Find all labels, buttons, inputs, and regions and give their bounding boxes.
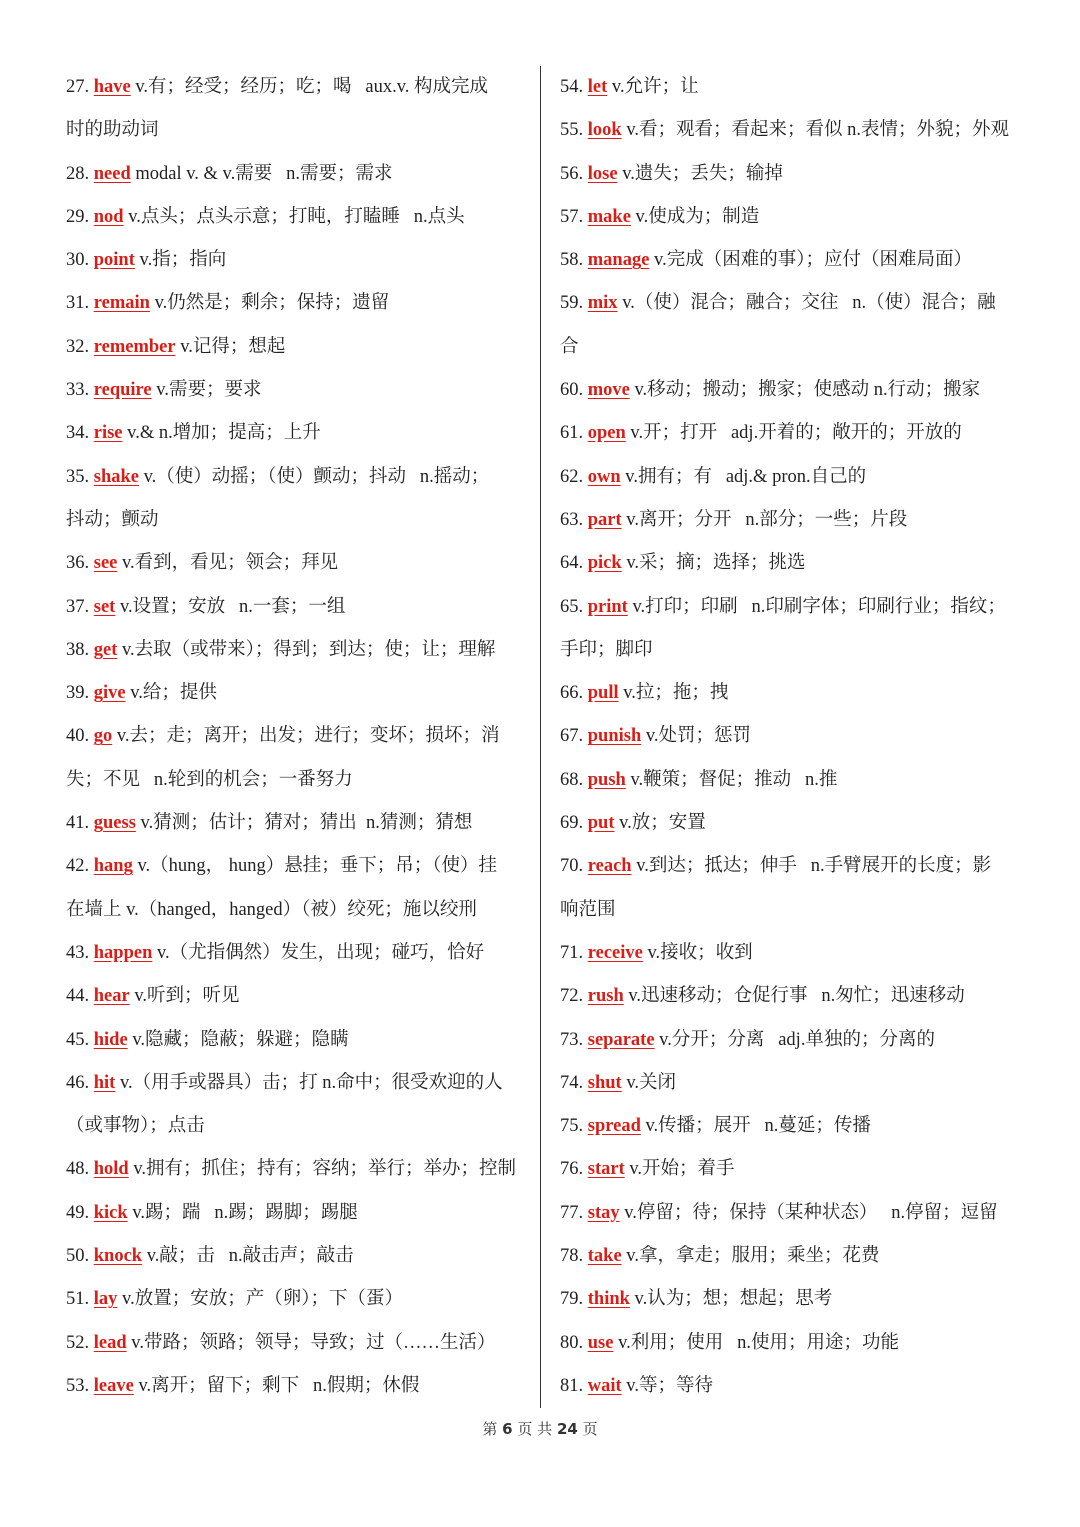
vocab-entry	[560, 1235, 1030, 1278]
entry-definition: v.踢；踹 n.踢；踢脚；踢腿	[132, 1202, 358, 1223]
vocab-entry	[560, 586, 1030, 629]
right-column	[560, 66, 1030, 1408]
vocab-entry	[560, 759, 1030, 802]
entry-word: remain	[93, 293, 150, 314]
entry-word: kick	[93, 1202, 128, 1223]
entry-definition: v.敲；击 n.敲击声；敲击	[146, 1246, 354, 1267]
vocab-entry	[66, 672, 526, 715]
entry-definition: v.听到；听见	[134, 986, 240, 1007]
vocab-entry	[560, 499, 1030, 542]
entry-number: 46.	[66, 1072, 90, 1093]
entry-definition: v.去；走；离开；出发；进行；变坏；损坏；消	[116, 726, 500, 747]
entry-definition: v.看到，看见；领会；拜见	[122, 553, 339, 574]
entry-word: make	[587, 206, 631, 227]
left-column	[66, 66, 526, 1408]
entry-definition: 时的助动词	[66, 120, 159, 141]
vocab-entry	[66, 66, 526, 109]
footer-suffix: 页	[582, 1420, 598, 1438]
vocab-entry	[66, 1148, 526, 1191]
vocab-entry	[66, 1322, 526, 1365]
entry-word: have	[93, 77, 131, 97]
entry-definition: v.分开；分离 adj.单独的；分离的	[659, 1029, 935, 1050]
vocab-entry-continuation	[66, 889, 526, 932]
entry-number: 34.	[66, 423, 90, 444]
entry-definition: v.& n.增加；提高；上升	[127, 423, 321, 444]
entry-definition: v.拥有；抓住；持有；容纳；举行；举办；控制	[133, 1159, 517, 1180]
vocab-entry	[66, 629, 526, 672]
entry-definition: 手印；脚印	[560, 639, 653, 660]
entry-word: pull	[587, 683, 619, 704]
vocab-entry	[66, 239, 526, 282]
vocab-entry	[66, 1278, 526, 1321]
entry-number: 63.	[560, 509, 584, 530]
entry-word: lay	[93, 1289, 118, 1310]
vocab-entry	[66, 196, 526, 239]
vocab-entry	[66, 326, 526, 369]
entry-definition: v.点头；点头示意；打盹，打瞌睡 n.点头	[128, 206, 465, 227]
entry-number: 31.	[66, 293, 90, 314]
entry-word: move	[587, 380, 630, 401]
entry-number: 76.	[560, 1159, 584, 1180]
entry-word: look	[587, 120, 622, 141]
entry-definition: v.迅速移动；仓促行事 n.匆忙；迅速移动	[628, 986, 965, 1007]
entry-number: 27.	[66, 77, 90, 97]
entry-definition: v.等；等待	[626, 1375, 713, 1396]
entry-word: use	[587, 1332, 614, 1353]
entry-number: 69.	[560, 813, 584, 834]
vocab-entry	[66, 456, 526, 499]
vocab-entry	[560, 932, 1030, 975]
vocab-entry	[560, 1148, 1030, 1191]
entry-word: hit	[93, 1072, 116, 1093]
entry-number: 43.	[66, 942, 90, 963]
entry-definition: v.开；打开 adj.开着的；敞开的；开放的	[630, 423, 962, 444]
entry-number: 38.	[66, 639, 90, 660]
entry-word: set	[93, 596, 116, 617]
entry-number: 36.	[66, 553, 90, 574]
vocab-entry	[560, 542, 1030, 585]
entry-definition: v.仍然是；剩余；保持；遗留	[154, 293, 390, 314]
entry-word: reach	[587, 856, 632, 877]
entry-definition: v.带路；领路；领导；导致；过（……生活）	[131, 1332, 496, 1353]
entry-word: need	[93, 163, 131, 184]
vocab-entry	[66, 153, 526, 196]
vocab-entry	[66, 542, 526, 585]
entry-word: rush	[587, 986, 624, 1007]
entry-definition: v.指；指向	[139, 250, 227, 271]
entry-number: 55.	[560, 120, 584, 141]
vocab-entry	[66, 802, 526, 845]
entry-number: 65.	[560, 596, 584, 617]
entry-word: wait	[587, 1375, 622, 1396]
entry-word: punish	[587, 726, 642, 747]
entry-number: 66.	[560, 683, 584, 704]
entry-definition: v.离开；留下；剩下 n.假期；休假	[138, 1375, 420, 1396]
entry-number: 29.	[66, 206, 90, 227]
vocab-entry-continuation	[66, 499, 526, 542]
vocab-entry	[560, 715, 1030, 758]
entry-number: 81.	[560, 1375, 584, 1396]
entry-definition: v.给；提供	[130, 683, 217, 704]
entry-word: happen	[93, 942, 153, 963]
vocab-entry-continuation	[66, 759, 526, 802]
entry-word: nod	[93, 206, 124, 227]
entry-number: 53.	[66, 1375, 90, 1396]
entry-definition: v.允许；让	[611, 77, 699, 97]
vocab-entry	[66, 1235, 526, 1278]
entry-definition: v.（尤指偶然）发生，出现；碰巧，恰好	[157, 942, 485, 963]
entry-word: get	[93, 639, 118, 660]
entry-number: 41.	[66, 813, 90, 834]
entry-definition: v.隐藏；隐蔽；躲避；隐瞒	[132, 1029, 349, 1050]
vocab-entry	[66, 282, 526, 325]
entry-number: 40.	[66, 726, 90, 747]
entry-definition: v.鞭策；督促；推动 n.推	[630, 769, 838, 790]
entry-number: 73.	[560, 1029, 584, 1050]
entry-number: 54.	[560, 77, 584, 97]
entry-definition: v.完成（困难的事）；应付（困难局面）	[654, 250, 972, 271]
entry-number: 32.	[66, 336, 90, 357]
vocab-entry	[66, 932, 526, 975]
entry-definition: v.处罚；惩罚	[645, 726, 752, 747]
entry-definition: v.认为；想；想起；思考	[634, 1289, 833, 1310]
entry-number: 74.	[560, 1072, 584, 1093]
vocab-entry	[560, 66, 1030, 109]
vocab-entry	[560, 412, 1030, 455]
vocab-entry	[66, 1062, 526, 1105]
vocab-entry-continuation	[66, 1105, 526, 1148]
entry-word: start	[587, 1159, 625, 1180]
vocab-entry	[560, 196, 1030, 239]
entry-number: 56.	[560, 163, 584, 184]
entry-word: rise	[93, 423, 123, 444]
entry-number: 58.	[560, 250, 584, 271]
entry-definition: v.拿，拿走；服用；乘坐；花费	[626, 1246, 880, 1267]
entry-number: 49.	[66, 1202, 90, 1223]
vocab-entry	[560, 369, 1030, 412]
vocab-entry	[560, 1365, 1030, 1408]
entry-word: go	[93, 726, 113, 747]
entry-definition: v.采；摘；选择；挑选	[626, 553, 806, 574]
entry-word: lose	[587, 163, 618, 184]
entry-definition: 响范围	[560, 899, 616, 920]
vocab-entry	[560, 1322, 1030, 1365]
entry-word: hold	[93, 1159, 129, 1180]
entry-word: mix	[587, 293, 618, 314]
vocab-entry	[560, 1062, 1030, 1105]
entry-number: 48.	[66, 1159, 90, 1180]
vocab-entry-continuation	[66, 109, 526, 152]
footer-middle: 页 共	[517, 1420, 553, 1438]
vocab-entry	[560, 975, 1030, 1018]
entry-number: 39.	[66, 683, 90, 704]
column-divider	[540, 66, 541, 1408]
vocab-entry	[560, 153, 1030, 196]
entry-word: spread	[587, 1116, 641, 1137]
entry-number: 75.	[560, 1116, 584, 1137]
entry-definition: v.传播；展开 n.蔓延；传播	[645, 1116, 871, 1137]
entry-definition: v.放置；安放；产（卵）；下（蛋）	[122, 1289, 403, 1310]
entry-word: hang	[93, 856, 133, 877]
entry-number: 57.	[560, 206, 584, 227]
entry-word: part	[587, 509, 622, 530]
vocab-entry	[560, 1278, 1030, 1321]
entry-word: pick	[587, 553, 622, 574]
entry-word: lead	[93, 1332, 127, 1353]
entry-definition: modal v. & v.需要 n.需要；需求	[135, 163, 393, 184]
vocab-entry	[66, 845, 526, 888]
vocab-entry	[560, 845, 1030, 888]
vocab-entry	[66, 412, 526, 455]
entry-number: 28.	[66, 163, 90, 184]
vocab-entry	[66, 369, 526, 412]
entry-word: see	[93, 553, 118, 574]
entry-word: open	[587, 423, 626, 444]
entry-word: manage	[587, 250, 650, 271]
vocab-entry	[560, 1019, 1030, 1062]
entry-definition: v.需要；要求	[156, 380, 262, 401]
entry-number: 30.	[66, 250, 90, 271]
entry-number: 78.	[560, 1246, 584, 1267]
entry-definition: （或事物）；点击	[66, 1116, 205, 1137]
vocab-entry-continuation	[560, 629, 1030, 672]
entry-definition: v.（用手或器具）击；打 n.命中；很受欢迎的人	[119, 1072, 503, 1093]
entry-definition: v.设置；安放 n.一套；一组	[119, 596, 346, 617]
entry-definition: v.停留；待；保持（某种状态） n.停留；逗留	[624, 1202, 998, 1223]
entry-word: leave	[93, 1375, 134, 1396]
vocab-entry	[560, 239, 1030, 282]
entry-word: shut	[587, 1072, 622, 1093]
entry-definition: v.关闭	[626, 1072, 677, 1093]
entry-word: put	[587, 813, 615, 834]
vocab-entry-continuation	[560, 326, 1030, 369]
vocab-entry	[66, 975, 526, 1018]
vocab-entry	[66, 1192, 526, 1235]
footer-total-pages: 24	[556, 1420, 578, 1438]
entry-number: 77.	[560, 1202, 584, 1223]
entry-number: 45.	[66, 1029, 90, 1050]
entry-definition: v.（使）混合；融合；交往 n.（使）混合；融	[622, 293, 996, 314]
entry-word: receive	[587, 942, 643, 963]
entry-definition: v.猜测；估计；猜对；猜出 n.猜测；猜想	[140, 813, 473, 834]
entry-word: knock	[93, 1246, 143, 1267]
vocab-entry-continuation	[560, 889, 1030, 932]
vocab-entry	[560, 802, 1030, 845]
entry-number: 52.	[66, 1332, 90, 1353]
entry-word: stay	[587, 1202, 620, 1223]
entry-definition: v.（hung， hung）悬挂；垂下；吊；（使）挂	[137, 856, 498, 877]
vocab-entry	[560, 456, 1030, 499]
entry-number: 33.	[66, 380, 90, 401]
vocab-entry	[66, 715, 526, 758]
entry-word: give	[93, 683, 126, 704]
entry-number: 61.	[560, 423, 584, 444]
entry-number: 59.	[560, 293, 584, 314]
entry-definition: v.看；观看；看起来；看似 n.表情；外貌；外观	[626, 120, 1009, 141]
entry-number: 68.	[560, 769, 584, 790]
entry-number: 62.	[560, 466, 584, 487]
entry-number: 50.	[66, 1246, 90, 1267]
entry-number: 44.	[66, 986, 90, 1007]
entry-word: let	[587, 77, 608, 97]
entry-word: think	[587, 1289, 630, 1310]
entry-word: shake	[93, 466, 139, 487]
vocab-entry	[560, 109, 1030, 152]
entry-word: take	[587, 1246, 622, 1267]
vocab-entry	[560, 1192, 1030, 1235]
entry-definition: v.使成为；制造	[635, 206, 760, 227]
entry-word: require	[93, 380, 152, 401]
entry-word: hear	[93, 986, 130, 1007]
entry-number: 71.	[560, 942, 584, 963]
entry-number: 42.	[66, 856, 90, 877]
entry-definition: v.拉；拖；拽	[623, 683, 729, 704]
vocab-entry	[560, 672, 1030, 715]
vocab-entry	[560, 282, 1030, 325]
entry-word: push	[587, 769, 626, 790]
entry-number: 64.	[560, 553, 584, 574]
entry-definition: v.有；经受；经历；吃；喝 aux.v. 构成完成	[135, 77, 489, 97]
entry-number: 37.	[66, 596, 90, 617]
entry-definition: v.（使）动摇；（使）颤动；抖动 n.摇动；	[143, 466, 490, 487]
entry-word: own	[587, 466, 621, 487]
entry-number: 35.	[66, 466, 90, 487]
vocab-entry	[66, 1365, 526, 1408]
entry-word: guess	[93, 813, 136, 834]
entry-word: remember	[93, 336, 176, 357]
entry-number: 80.	[560, 1332, 584, 1353]
entry-definition: v.拥有；有 adj.& pron.自己的	[625, 466, 867, 487]
footer-prefix: 第	[482, 1420, 498, 1438]
entry-definition: 失；不见 n.轮到的机会；一番努力	[66, 769, 353, 790]
entry-definition: v.离开；分开 n.部分；一些；片段	[626, 509, 908, 530]
vocab-entry	[66, 586, 526, 629]
entry-definition: v.去取（或带来）；得到；到达；使；让；理解	[122, 639, 496, 660]
entry-definition: v.开始；着手	[629, 1159, 735, 1180]
entry-definition: 抖动；颤动	[66, 509, 159, 530]
entry-number: 79.	[560, 1289, 584, 1310]
entry-number: 70.	[560, 856, 584, 877]
entry-definition: v.接收；收到	[647, 942, 753, 963]
entry-word: separate	[587, 1029, 655, 1050]
entry-number: 67.	[560, 726, 584, 747]
vocab-entry	[66, 1019, 526, 1062]
entry-definition: v.放；安置	[619, 813, 706, 834]
entry-word: point	[93, 250, 135, 271]
entry-word: print	[587, 596, 628, 617]
vocab-entry	[560, 1105, 1030, 1148]
page-footer	[0, 1418, 1080, 1439]
entry-definition: v.利用；使用 n.使用；用途；功能	[618, 1332, 900, 1353]
entry-definition: 在墙上 v.（hanged，hanged）（被）绞死；施以绞刑	[66, 899, 477, 920]
entry-definition: v.记得；想起	[180, 336, 286, 357]
entry-definition: v.遗失；丢失；输掉	[622, 163, 783, 184]
entry-word: hide	[93, 1029, 128, 1050]
entry-number: 51.	[66, 1289, 90, 1310]
entry-number: 60.	[560, 380, 584, 401]
entry-definition: v.到达；抵达；伸手 n.手臂展开的长度；影	[636, 856, 992, 877]
entry-definition: 合	[560, 336, 579, 357]
entry-number: 72.	[560, 986, 584, 1007]
entry-definition: v.移动；搬动；搬家；使感动 n.行动；搬家	[634, 380, 981, 401]
entry-definition: v.打印；印刷 n.印刷字体；印刷行业；指纹；	[632, 596, 1006, 617]
footer-page-number: 6	[502, 1420, 513, 1438]
